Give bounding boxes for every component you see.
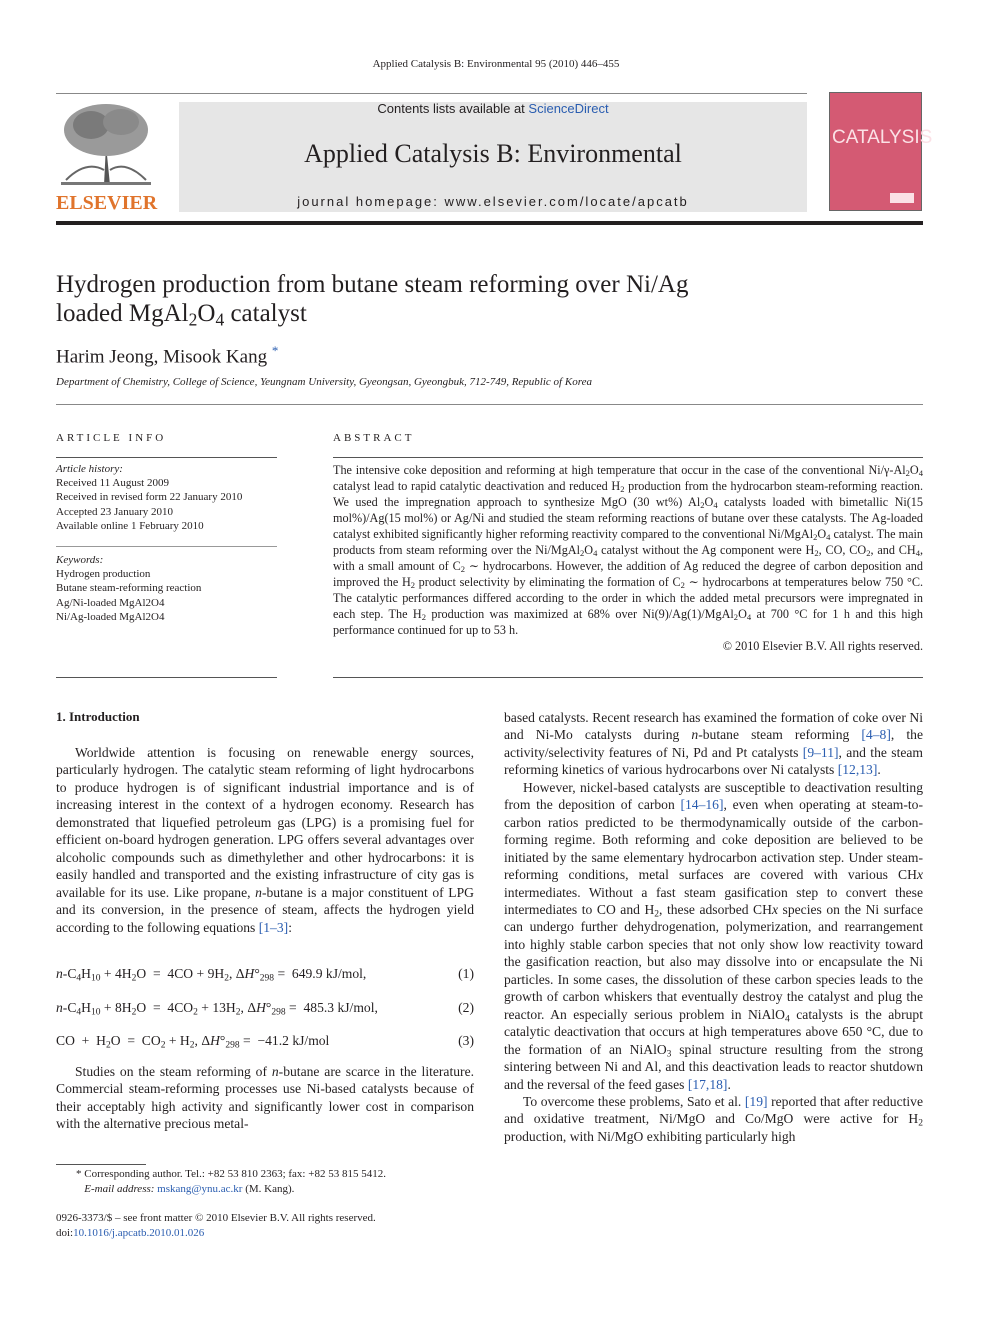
history-online: Available online 1 February 2010 (56, 519, 204, 532)
email-line (56, 1182, 496, 1197)
abstract-text (333, 462, 923, 654)
history-label: Article history: (56, 463, 123, 475)
email-label: E-mail address: (84, 1183, 158, 1195)
body-paragraph: However, nickel-based catalysts are susceptible to deactivation resulting from the deposition of carbon [14–16], even when operating at steam-to-carbon ratios predicted to be thermodynamically outside of the carbon-forming regime. Both reforming and coke deposition are believed to be initiated by the same elementary hydrocarbon activation step. Under steam-reforming conditions, metal surfaces are covered with various CHx intermediates. Without a fast steam gasification step to convert these intermediates to CO and $H_2$, these adsorbed CHx species on the Ni surface can undergo further dehydrogenation, polymerization, and rearrangement into highly stable carbon species that not only show low reactivity toward the gasification reaction, but also may dissolve into or encapsulate the Ni particles. In some cases, the dissolution of these carbon species leads to the growth of carbon whiskers that eventually destroy the catalyst and plug the reactor. An especially serious problem in NiAlO$_4$ catalysts is the abrupt catalytic deactivation that occurs at high temperatures above 650 °C, due to the formation of an NiAlO$_3$ spinal structure resulting from the strong sintering between Ni and Al, and this deactivation leads to reactor shutdown and the reversal of the feed gases [17,18]. (504, 779, 923, 1092)
intro-column-2 (504, 709, 923, 1145)
citation-link[interactable]: [1–3] (258, 919, 289, 935)
title-line-2: loaded $MgAl_2O_4$ catalyst (56, 300, 307, 330)
doi-line (56, 1226, 496, 1241)
contents-prefix: Contents lists available at (377, 101, 529, 116)
homepage-url[interactable]: www.elsevier.com/locate/apcatb (444, 194, 689, 209)
section-heading-introduction: 1. Introduction (56, 709, 140, 724)
email-link[interactable]: mskang@ynu.ac.kr (157, 1183, 243, 1195)
affiliation: Department of Chemistry, College of Science, Yeungnam University, Gyeongsan, Gyeongbuk, 712-749, Republic of Korea (56, 376, 592, 388)
sciencedirect-link[interactable]: ScienceDirect (528, 101, 609, 116)
equation-number: (2) (458, 1000, 474, 1015)
keyword-item: Hydrogen production (56, 568, 151, 581)
footnote-mark: * (76, 1168, 82, 1180)
history-received: Received 11 August 2009 (56, 477, 169, 490)
abstract-paragraph: The intensive coke deposition and reforming at high temperature that occur in the case of the conventional $Ni/\gamma-Al_2O_4$ catalyst lead to rapid catalytic deactivation and reduced $H_2$ production from the hydrocarbon steam-reforming reaction. We used the impregnation approach to synthesize MgO (30 wt%) $Al_2O_4$ catalysts loaded with bimetallic Ni(15 mol%)/Ag(15 mol%) or Ag/Ni and studied the steam reforming reactions of butane over these catalysts. The Ag-loaded catalyst exhibited significantly higher reforming reactivity compared to the conventional $Ni/MgAl_2O_4$ catalyst. The main products from steam reforming over the $Ni/MgAl_2O_4$ catalyst without the Ag component were $H_2$, CO, $CO_2$, and $CH_4$, with a small amount of $C_2$ ∼ hydrocarbons. However, the addition of Ag reduced the degree of carbon deposition and improved the $H_2$ product selectivity by eliminating the formation of $C_2$ ∼ hydrocarbons at temperatures below 750 °C. The catalytic performances differed according to the order in which the added metal precursors were impregnated in each step. The $H_2$ production was maximized at 68% over $Ni(9)/Ag(1)/MgAl_2O_4$ at 700 °C for 1 h and this high performance continued for up to 53 h. (333, 463, 923, 637)
intro-column-1-top (56, 744, 474, 936)
article-title (56, 270, 916, 328)
equation-number: (3) (458, 1033, 474, 1048)
corresponding-author-mark[interactable]: * (271, 343, 279, 358)
tree-icon (56, 100, 156, 190)
elsevier-wordmark: ELSEVIER (56, 192, 158, 214)
equation-1: $n-C_4H_{10} + 4H_2O = 4CO + 9H_2$, $\Delta H^\circ_{298} = 649.9$ kJ/mol, (1) (56, 966, 474, 984)
author-names: Harim Jeong, Misook Kang (56, 346, 268, 368)
article-info-rule-mid (56, 546, 277, 547)
corresponding-author-note (56, 1167, 496, 1182)
abstract-rule-bottom (333, 677, 923, 678)
keywords-label: Keywords: (56, 554, 104, 566)
doi-label: doi: (56, 1227, 74, 1239)
body-paragraph: Studies on the steam reforming of n-butane are scarce in the literature. Commercial steam-reforming processes use Ni-based catalysts because of their acceptably high activity and significantly lower cost in comparison with the alternative precious metal- (56, 1064, 474, 1132)
article-info-heading: ARTICLE INFO (56, 432, 167, 444)
keyword-item: Ni/Ag-loaded MgAl2O4 (56, 610, 165, 623)
citation-link[interactable]: [9–11] (802, 744, 839, 760)
cover-label (890, 193, 914, 203)
abstract-heading: ABSTRACT (333, 432, 415, 444)
article-history (56, 462, 277, 533)
corresponding-author-text: Corresponding author. Tel.: +82 53 810 2363; fax: +82 53 815 5412. (84, 1168, 386, 1180)
journal-cover-thumbnail (829, 92, 933, 211)
keyword-item: Butane steam-reforming reaction (56, 582, 202, 595)
body-paragraph: based catalysts. Recent research has examined the formation of coke over Ni and Ni-Mo catalysts during n-butane steam reforming [4–8], the activity/selectivity features of Ni, Pd and Pt catalysts [9–11], and the steam reforming kinetics of various hydrocarbons over Ni catalysts [12,13]. (504, 710, 923, 778)
front-matter (56, 1211, 496, 1241)
citation-link[interactable]: [14–16] (680, 797, 724, 813)
footnote-rule (56, 1164, 146, 1165)
article-info-rule-top (56, 457, 277, 458)
body-paragraph: Worldwide attention is focusing on renewable energy sources, particularly hydrogen. The catalytic steam reforming of light hydrocarbons to produce hydrogen is of significant industrial importance and is of increasing interest in the context of a hydrogen economy. Research has demonstrated that liquefied petroleum gas (LPG) is a promising fuel for efficient on-board hydrogen generation. LPG offers several advantages over alcoholic compounds such as dimethylether and other hydrocarbons: it is easily handled and transported and the existing infrastructure of city gas is available for its use. Like propane, n-butane is a major constituent of LPG and its conversion, in the presence of steam, affects the hydrogen yield according to the following equations [1–3]: (56, 745, 474, 935)
authors (56, 343, 278, 368)
equation-number: (1) (458, 966, 474, 981)
journal-citation: Applied Catalysis B: Environmental 95 (2010) 446–455 (372, 58, 620, 70)
email-suffix: (M. Kang). (242, 1183, 295, 1195)
abstract-rule-top (333, 457, 923, 458)
footnote (56, 1167, 496, 1197)
keyword-item: Ag/Ni-loaded MgAl2O4 (56, 596, 165, 609)
intro-column-1-bottom (56, 1063, 474, 1133)
cover-title: CATALYSIS (832, 127, 933, 148)
contents-line (179, 101, 807, 116)
equation-2: $n-C_4H_{10} + 8H_2O = 4CO_2 + 13H_2$, $\Delta H^\circ_{298} = 485.3$ kJ/mol, (2) (56, 1000, 474, 1018)
header-thick-rule (56, 221, 923, 225)
abstract-copyright: © 2010 Elsevier B.V. All rights reserved. (722, 639, 923, 653)
doi-link[interactable]: 10.1016/j.apcatb.2010.01.026 (73, 1227, 205, 1239)
citation-link[interactable]: [4–8] (861, 727, 891, 743)
journal-title: Applied Catalysis B: Environmental (304, 139, 682, 168)
keywords (56, 553, 277, 624)
history-accepted: Accepted 23 January 2010 (56, 505, 173, 518)
citation-link[interactable]: [12,13] (837, 762, 878, 778)
equation-3: CO + $H_2O = CO_2 + H_2$, $\Delta H^\circ_{298} = -41.2$ kJ/mol (3) (56, 1033, 474, 1051)
issn-line: 0926-3373/$ – see front matter © 2010 Elsevier B.V. All rights reserved. (56, 1212, 376, 1224)
top-rule (56, 93, 807, 94)
citation-link[interactable]: [19] (744, 1093, 768, 1109)
body-paragraph: To overcome these problems, Sato et al. [19] reported that after reductive and oxidative treatment, Ni/MgO and Co/MgO were active for $H_2$ production, with Ni/MgO exhibiting particularly high (504, 1093, 923, 1144)
homepage-prefix: journal homepage: (297, 194, 445, 209)
citation-link[interactable]: [17,18] (687, 1076, 728, 1092)
journal-homepage (179, 194, 807, 209)
history-revised: Received in revised form 22 January 2010 (56, 491, 243, 504)
title-rule (56, 404, 923, 405)
article-info-rule-bottom (56, 677, 277, 678)
title-line-1: Hydrogen production from butane steam reforming over Ni/Ag (56, 271, 689, 298)
